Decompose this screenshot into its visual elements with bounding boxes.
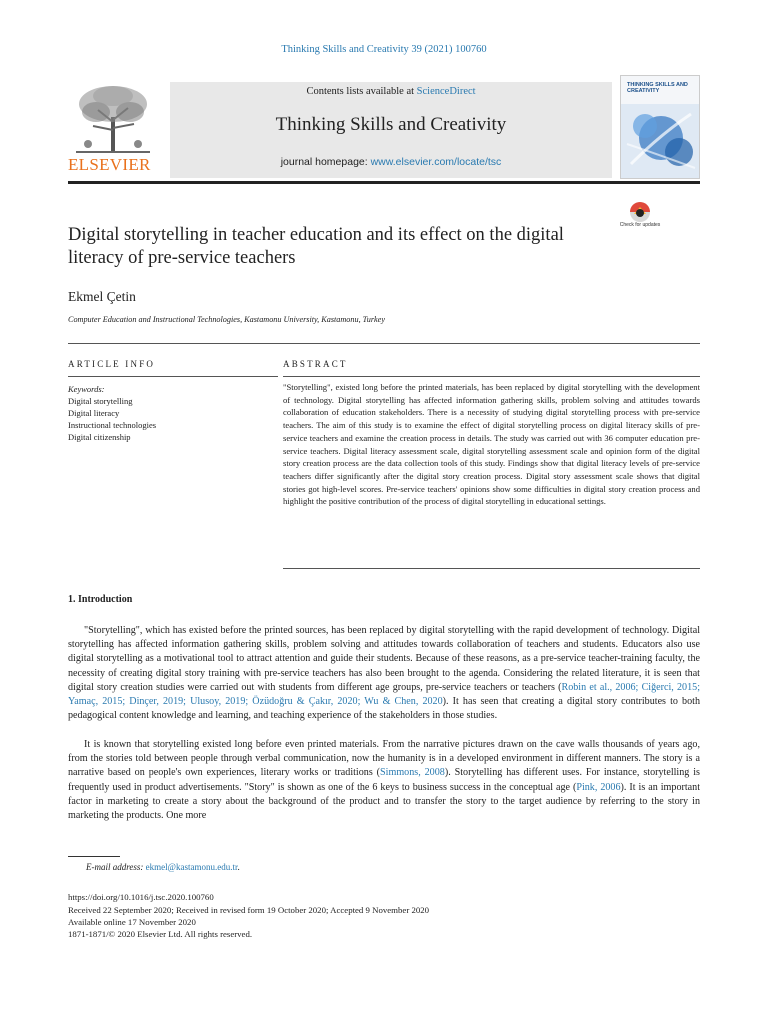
homepage-prefix: journal homepage: xyxy=(280,156,371,168)
sciencedirect-link[interactable]: ScienceDirect xyxy=(416,86,476,97)
intro-paragraph-1 xyxy=(68,624,700,723)
abstract-bottom-rule xyxy=(283,568,700,569)
keywords-label: Keywords: xyxy=(68,384,105,394)
journal-cover-thumbnail[interactable] xyxy=(620,75,700,179)
paragraph-text: "Storytelling", which has existed before the printed sources, has been replaced by digital storytelling with the rapid development of technology. Digital storytelling has affected information gathering skills, problem solving and attitudes towards collaboration of teachers and students. Educators also use digital storytelling as a motivational tool to attract attention and guide their students. Because of these reasons, as a pre-service teacher-training faculty, the necessity of creating digital story training with pre-service teachers has also been brought to the agenda. Considering the related literature, it is seen that digital story creation studies were carried out with students from different age groups, pre-service teachers or teachers ( xyxy=(68,625,700,693)
citation-link[interactable]: Pink, 2006 xyxy=(576,781,621,793)
section-top-rule xyxy=(68,343,700,344)
check-for-updates-label: Check for updates xyxy=(619,222,661,228)
email-footnote xyxy=(86,862,240,872)
keyword[interactable]: Digital storytelling xyxy=(68,396,133,406)
article-info-heading: ARTICLE INFO xyxy=(68,359,156,369)
paragraph-text: It is known that storytelling existed long before even printed materials. From the narrative pictures drawn on the cave walls thousands of years ago, from the stories told between people through verbal communication, now the humanity is in a developed environment in different manners. The story is a narrative based on people's own experiences, literary works or traditions ( xyxy=(68,739,700,779)
footnote-rule xyxy=(68,856,120,857)
check-updates-icon xyxy=(621,201,659,223)
homepage-link[interactable]: www.elsevier.com/locate/tsc xyxy=(370,156,502,168)
paper-title: Digital storytelling in teacher education and its effect on the digital literacy of pre-service teachers xyxy=(68,225,564,268)
available-online: Available online 17 November 2020 xyxy=(68,917,196,927)
author-name[interactable]: Ekmel Çetin xyxy=(68,289,136,304)
journal-masthead xyxy=(170,82,612,178)
homepage-line xyxy=(170,156,612,168)
email-link[interactable]: ekmel@kastamonu.edu.tr xyxy=(145,862,238,872)
received-dates: Received 22 September 2020; Received in revised form 19 October 2020; Accepted 9 November 2020 xyxy=(68,905,430,915)
paragraph-text: ). Storytelling has different uses. For instance, storytelling is frequently used in product advertisements. "Story" is shown as one of the 6 keys to business success in the conceptual age ( xyxy=(68,767,700,793)
keyword[interactable]: Digital citizenship xyxy=(68,432,131,442)
author-affiliation: Computer Education and Instructional Technologies, Kastamonu University, Kastamonu, Turkey xyxy=(68,315,385,324)
journal-title: Thinking Skills and Creativity xyxy=(275,114,507,135)
email-label: E-mail address: xyxy=(86,862,146,872)
doi-link[interactable]: https://doi.org/10.1016/j.tsc.2020.100760 xyxy=(68,892,214,902)
contents-prefix: Contents lists available at xyxy=(306,86,417,97)
abstract-rule xyxy=(283,376,700,377)
keyword[interactable]: Instructional technologies xyxy=(68,420,157,430)
abstract-text: "Storytelling", existed long before the printed materials, has been replaced by digital storytelling with the development of technology. Digital storytelling has affected information gathering skills, problem solving and attitudes towards collaboration of education stakeholders. There is a necessity of studying digital storytelling process with pre-service teachers. The aim of this study is to examine the effect of digital storytelling process on digital literacy skills of pre-service teachers and examine the creation process in details. The study was carried out with 36 computer education pre-service teachers. Digital literacy assessment scale, digital storytelling assessment scale and opinion form of the digital story creation process are the data collection tools of this study. Findings show that digital literacy levels of pre-service teachers differ significantly after the digital story creation process. Digital story assessment scale shows that digital stories got high-level scores. Pre-service teachers' opinions show some difficulties in digital story creation process and highlight the positive contribution of the process of digital storytelling in educational settings. xyxy=(283,382,700,507)
cover-title: THINKING SKILLS AND CREATIVITY xyxy=(627,82,688,94)
masthead-rule xyxy=(68,181,700,184)
article-info-rule xyxy=(68,376,278,377)
contents-line xyxy=(170,86,612,97)
check-for-updates-badge[interactable] xyxy=(621,201,659,241)
journal-reference[interactable]: Thinking Skills and Creativity 39 (2021) 100760 xyxy=(281,44,487,55)
elsevier-wordmark: ELSEVIER xyxy=(68,155,151,174)
intro-paragraph-2 xyxy=(68,738,700,823)
keyword[interactable]: Digital literacy xyxy=(68,408,120,418)
abstract-heading: ABSTRACT xyxy=(283,359,348,369)
copyright: 1871-1871/© 2020 Elsevier Ltd. All rights reserved. xyxy=(68,929,253,939)
email-suffix: . xyxy=(237,862,240,872)
section-heading-introduction: 1. Introduction xyxy=(68,594,133,605)
paragraph-text: ). It is an important factor in marketing to create a story about the background of the product and to transfer the story to the target audience by referring to the story in marketing the products. One more xyxy=(68,781,700,822)
citation-link[interactable]: Simmons, 2008 xyxy=(380,767,445,779)
citation-link[interactable]: Robin et al., 2006; Ciğerci, 2015; Yamaç, 2015; Dinçer, 2019; Ulusoy, 2019; Özüdoğru & Çakır, 2020; Wu & Chen, 2020 xyxy=(68,681,700,708)
paragraph-text: ). It has seen that creating a digital story contributes to both pedagogical content knowledge and learning, and teaching experience of the stakeholders in those studies. xyxy=(68,696,700,722)
